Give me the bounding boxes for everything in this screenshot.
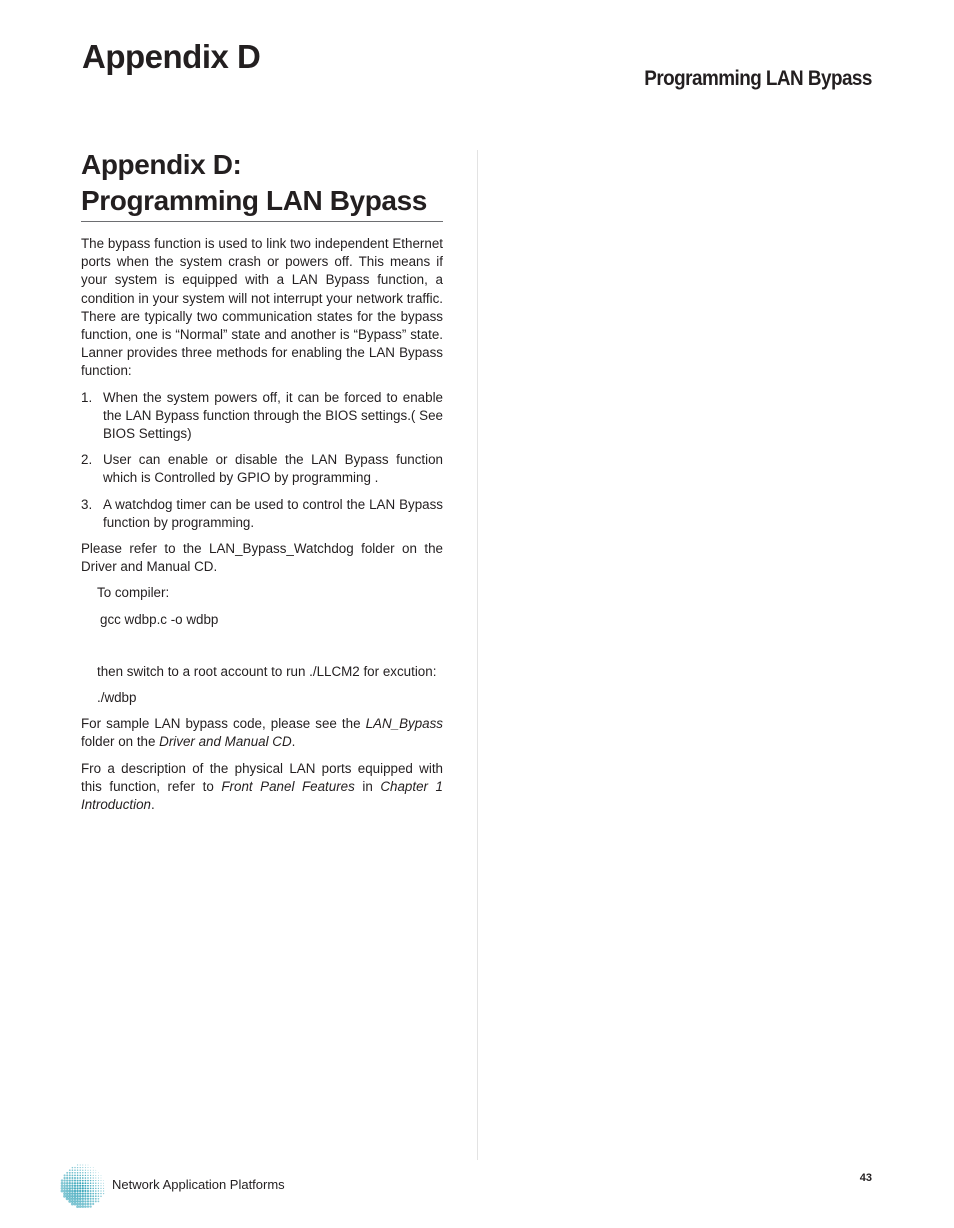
list-item-text: User can enable or disable the LAN Bypass function which is Controlled by GPIO by programming . [103, 452, 443, 486]
run-instruction: then switch to a root account to run ./LLCM2 for excution: [97, 663, 437, 679]
chapter-title-line2: Programming LAN Bypass [81, 185, 427, 216]
chapter-title [81, 147, 443, 222]
page-number: 43 [859, 1172, 872, 1184]
column-divider [477, 150, 478, 1160]
ports-paragraph: Fro a description of the physical LAN ports equipped with this function, refer to Front Panel Features in Chapter 1 Introduction. [81, 760, 443, 813]
sample-folder-name: LAN_Bypass [365, 716, 443, 732]
list-item [81, 389, 443, 444]
refer-paragraph: Please refer to the LAN_Bypass_Watchdog folder on the Driver and Manual CD. [81, 541, 443, 575]
footer-company-line: Network Application Platforms [112, 1177, 285, 1192]
sample-cd-name: Driver and Manual CD [159, 734, 292, 750]
chapter-title-line1: Appendix D: [81, 149, 242, 180]
compile-label: To compiler: [97, 585, 170, 601]
chapter-reference: Chapter 1 Introduction [81, 778, 443, 813]
list-item [81, 496, 443, 532]
list-item-number: 2. [81, 452, 93, 468]
compile-command: gcc wdbp.c -o wdbp [100, 611, 219, 627]
list-item-number: 1. [81, 389, 93, 405]
list-item-text: A watchdog timer can be used to control the LAN Bypass function by programming. [103, 496, 443, 530]
main-column [81, 147, 443, 814]
intro-paragraph: The bypass function is used to link two independent Ethernet ports when the system crash or powers off. This means if your system is equipped with a LAN Bypass function, a condition in your system will not interrupt your network traffic. There are typically two communication states for the bypass function, one is “Normal” state and another is “Bypass” state. Lanner provides three methods for enabling the LAN Bypass function: [81, 236, 443, 379]
list-item-text: When the system powers off, it can be forced to enable the LAN Bypass function through the BIOS settings.( See BIOS Settings) [103, 389, 443, 442]
appendix-header-title: Appendix D [82, 38, 261, 75]
methods-list [81, 389, 443, 532]
section-header-title: Programming LAN Bypass [644, 67, 872, 90]
list-item [81, 451, 443, 487]
list-item-number: 3. [81, 496, 93, 512]
sample-code-paragraph: For sample LAN bypass code, please see the LAN_Bypass folder on the Driver and Manual CD. [81, 716, 443, 750]
front-panel-reference: Front Panel Features [221, 778, 355, 794]
run-command: ./wdbp [97, 690, 137, 706]
globe-dot-icon [60, 1163, 106, 1209]
